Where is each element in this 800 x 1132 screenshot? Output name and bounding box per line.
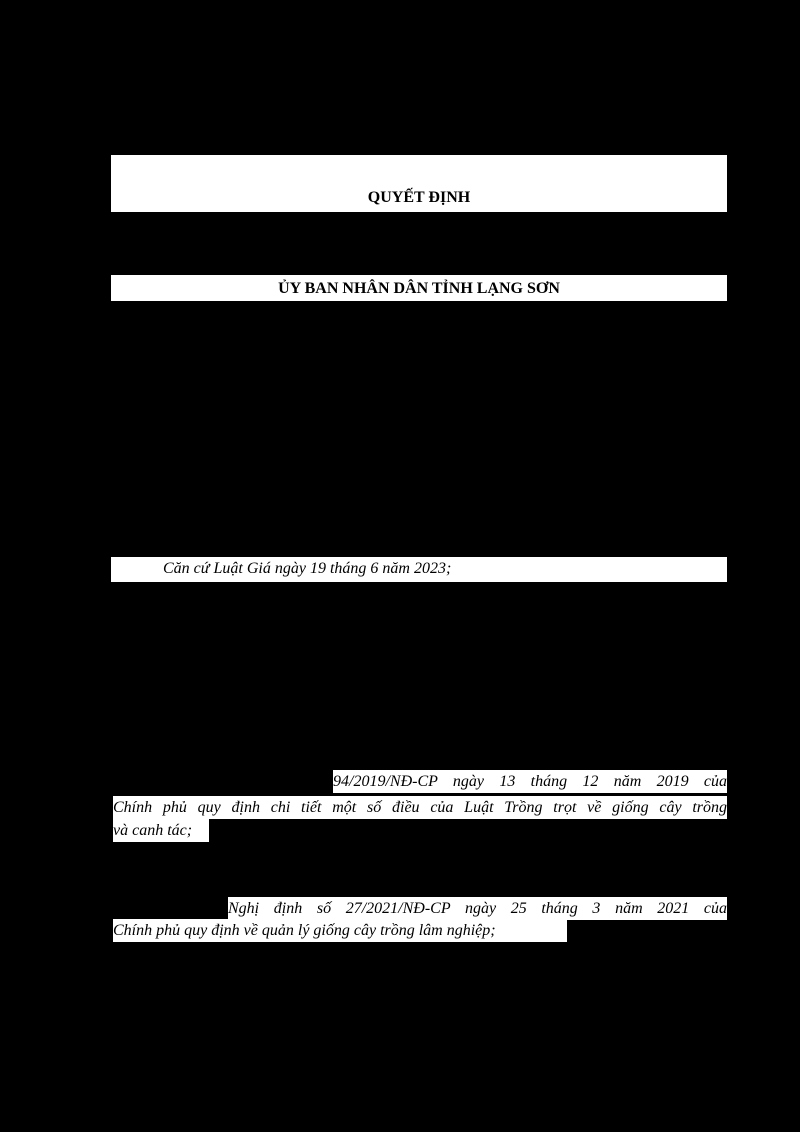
basis-decree-94-line-2: Chính phủ quy định chi tiết một số điều của Luật Trồng trọt về giống cây trồng xyxy=(113,796,727,819)
basis-decree-94-line-3: và canh tác; xyxy=(113,819,209,842)
basis-price-law xyxy=(111,557,727,582)
basis-decree-27-line-1: Nghị định số 27/2021/NĐ-CP ngày 25 tháng 3 năm 2021 của xyxy=(228,897,727,920)
basis-line: Căn cứ Luật Giá ngày 19 tháng 6 năm 2023; xyxy=(163,560,452,577)
issuer-name: ỦY BAN NHÂN DÂN TỈNH LẠNG SƠN xyxy=(278,280,560,297)
basis-decree-94-line-1: 94/2019/NĐ-CP ngày 13 tháng 12 năm 2019 của xyxy=(333,770,727,793)
issuer-section xyxy=(111,275,727,301)
title-section xyxy=(111,155,727,212)
basis-decree-27-line-2: Chính phủ quy định về quản lý giống cây trồng lâm nghiệp; xyxy=(113,919,567,942)
document-title: QUYẾT ĐỊNH xyxy=(367,189,471,206)
